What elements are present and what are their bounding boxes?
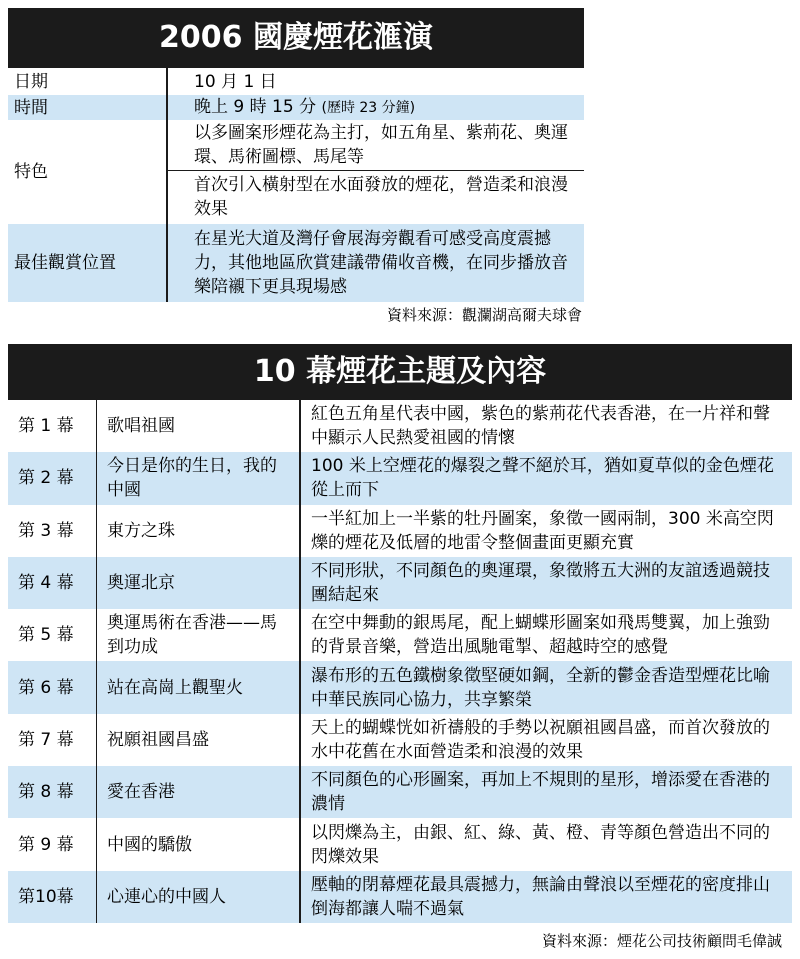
table-row <box>8 557 792 609</box>
row-view <box>8 224 584 302</box>
act-description: 100 米上空煙花的爆裂之聲不絕於耳，猶如夏草似的金色煙花從上而下 <box>300 452 792 504</box>
feature-label: 特色 <box>8 120 167 224</box>
row-date <box>8 68 584 95</box>
table-row <box>8 400 792 452</box>
view-value: 在星光大道及灣仔會展海旁觀看可感受高度震撼力，其他地區欣賞建議帶備收音機，在同步播放音樂陪襯下更具現場感 <box>167 224 584 302</box>
act-label: 第 7 幕 <box>8 714 97 766</box>
table-row <box>8 505 792 557</box>
acts-table-body <box>8 400 792 923</box>
act-description: 不同形狀，不同顏色的奧運環，象徵將五大洲的友誼透過競技團結起來 <box>300 557 792 609</box>
table2-title: 10 幕煙花主題及內容 <box>253 354 547 389</box>
act-label: 第 3 幕 <box>8 505 97 557</box>
acts-table <box>8 400 792 923</box>
act-description: 不同顏色的心形圖案，再加上不規則的星形，增添愛在香港的濃情 <box>300 766 792 818</box>
table1-title: 2006 國慶煙花滙演 <box>159 20 433 55</box>
date-value: 10 月 1 日 <box>167 68 584 95</box>
act-description: 紅色五角星代表中國，紫色的紫荊花代表香港，在一片祥和聲中顯示人民熱愛祖國的情懷 <box>300 400 792 452</box>
event-info-table <box>8 68 584 302</box>
act-theme: 今日是你的生日，我的中國 <box>97 452 301 504</box>
act-theme: 祝願祖國昌盛 <box>97 714 301 766</box>
act-theme: 心連心的中國人 <box>97 871 301 923</box>
act-theme: 中國的驕傲 <box>97 818 301 870</box>
act-label: 第 6 幕 <box>8 661 97 713</box>
act-theme: 奧運北京 <box>97 557 301 609</box>
act-label: 第 8 幕 <box>8 766 97 818</box>
act-label: 第10幕 <box>8 871 97 923</box>
act-description: 以閃爍為主，由銀、紅、綠、黃、橙、青等顏色營造出不同的閃爍效果 <box>300 818 792 870</box>
view-label: 最佳觀賞位置 <box>8 224 167 302</box>
table2-title-bar <box>8 344 792 400</box>
table-row <box>8 661 792 713</box>
act-description: 天上的蝴蝶恍如祈禱般的手勢以祝願祖國昌盛，而首次發放的水中花舊在水面營造柔和浪漫的效果 <box>300 714 792 766</box>
time-label: 時間 <box>8 95 167 120</box>
act-label: 第 2 幕 <box>8 452 97 504</box>
date-label: 日期 <box>8 68 167 95</box>
act-theme: 愛在香港 <box>97 766 301 818</box>
time-value-cell <box>167 95 584 120</box>
table1-title-bar <box>8 8 584 68</box>
table2-source: 資料來源：煙花公司技術顧問毛偉誠 <box>541 932 782 950</box>
table-row <box>8 871 792 923</box>
table-row <box>8 609 792 661</box>
time-value: 晚上 9 時 15 分 <box>194 97 317 117</box>
table-row <box>8 714 792 766</box>
act-label: 第 4 幕 <box>8 557 97 609</box>
act-description: 一半紅加上一半紫的牡丹圖案，象徵一國兩制，300 米高空閃爍的煙花及低層的地雷令整個畫面更顯充實 <box>300 505 792 557</box>
act-theme: 站在高崗上觀聖火 <box>97 661 301 713</box>
feature-value-1: 以多圖案形煙花為主打，如五角星、紫荊花、奧運環、馬術圖標、馬尾等 <box>167 120 584 170</box>
table-row <box>8 452 792 504</box>
act-theme: 奧運馬術在香港——馬到功成 <box>97 609 301 661</box>
table-row <box>8 818 792 870</box>
act-label: 第 9 幕 <box>8 818 97 870</box>
time-note: (歷時 23 分鐘) <box>321 100 416 116</box>
act-label: 第 1 幕 <box>8 400 97 452</box>
table1-source: 資料來源：觀瀾湖高爾夫球會 <box>386 306 582 324</box>
feature-value-2: 首次引入橫射型在水面發放的煙花，營造柔和浪漫效果 <box>167 170 584 224</box>
act-theme: 東方之珠 <box>97 505 301 557</box>
table-row <box>8 766 792 818</box>
act-theme: 歌唱祖國 <box>97 400 301 452</box>
act-label: 第 5 幕 <box>8 609 97 661</box>
act-description: 在空中舞動的銀馬尾，配上蝴蝶形圖案如飛馬雙翼，加上強勁的背景音樂，營造出風馳電掣、超越時空的感覺 <box>300 609 792 661</box>
act-description: 壓軸的閉幕煙花最具震撼力，無論由聲浪以至煙花的密度排山倒海都讓人喘不過氣 <box>300 871 792 923</box>
row-time <box>8 95 584 120</box>
row-feature-1 <box>8 120 584 170</box>
act-description: 瀑布形的五色鐵樹象徵堅硬如鋼，全新的鬱金香造型煙花比喻中華民族同心協力，共享繁榮 <box>300 661 792 713</box>
